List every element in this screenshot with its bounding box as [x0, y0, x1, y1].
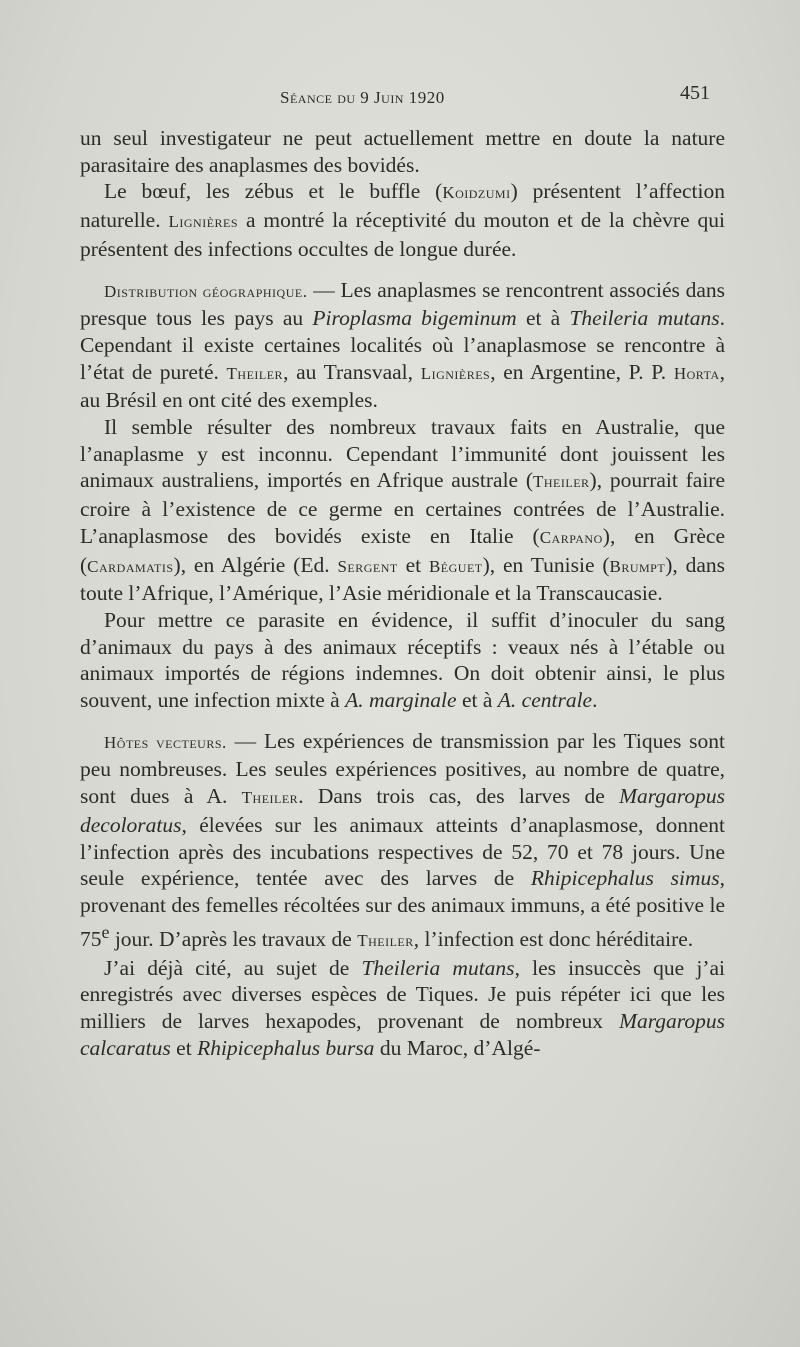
species-name: A. marginale — [345, 688, 457, 713]
text-run: un seul investigateur ne peut actuellement mettre en doute la nature parasitaire des anaplasmes des bovidés. — [80, 126, 725, 177]
species-name: Piroplasma bigeminum — [312, 306, 517, 331]
text-run: , élevées sur les animaux atteints d’anaplasmose, donnent l’infection après des incubations respectives de 52, 70 et 78 jours. Une seule expérience, tentée avec des larves de — [80, 812, 725, 891]
species-name: Rhipicephalus bursa — [197, 1035, 375, 1060]
species-name: Rhipicephalus simus — [530, 866, 720, 891]
section-heading: Distribution géographique. — [104, 281, 308, 301]
text-run: , les insuccès que j’ai enregistrés avec diverses espèces de Tiques. Je puis répéter ici que les milliers de larves hexapodes, provenant de nombreux — [80, 955, 726, 1033]
paragraph-vectors — [80, 728, 725, 955]
author-name: Koidzumi — [442, 183, 511, 203]
species-name: Margaropus decoloratus — [80, 784, 725, 837]
text-run: et — [397, 552, 429, 577]
text-run: . — [592, 688, 598, 713]
author-name: Béguet — [428, 556, 483, 576]
text-run: ), pourrait faire croire à l’existence de ce germe en certaines contrées de l’Australie. L’anaplasmose des bovidés existe en Italie ( — [80, 468, 725, 548]
text-run: Il semble résulter des nombreux travaux faits en Australie, que l’anaplasme y est inconnu. Cependant l’immunité dont jouissent les animaux australiens, importés en Afrique australe ( — [80, 415, 725, 493]
text-run: Le bœuf, les zébus et le buffle ( — [104, 179, 443, 204]
paragraph-australia — [80, 414, 725, 607]
body-text — [80, 125, 725, 1061]
author-name: Lignières — [420, 363, 491, 383]
ordinal-superscript: e — [101, 921, 110, 942]
section-heading: Hôtes vecteurs. — [104, 732, 227, 752]
text-run: ), en Grèce ( — [80, 523, 725, 577]
species-name: Theileria mutans — [361, 955, 515, 980]
species-name: Theileria mutans — [569, 306, 720, 331]
text-run: . Dans trois cas, des larves de — [298, 784, 620, 809]
text-run: ) présentent l’affection naturelle. — [80, 179, 725, 233]
paragraph-failures — [80, 955, 725, 1062]
author-name: Cardamatis — [87, 556, 174, 576]
text-run: ), en Algérie (Ed. — [173, 552, 338, 577]
text-run: — Les anaplasmes se rencontrent associés dans presque tous les pays au — [80, 277, 726, 331]
species-name: A. centrale — [497, 688, 593, 713]
text-run: , en Argentine, P. P. — [490, 359, 674, 384]
author-name: Theiler — [226, 363, 284, 383]
text-run: a montré la réceptivité du mouton et de la chèvre qui présentent des infections occultes de longue durée. — [80, 208, 725, 261]
author-name: Lignières — [168, 212, 239, 232]
paragraph-hosts — [80, 178, 725, 262]
paragraph-distribution — [80, 277, 725, 415]
paragraph-inoculation — [80, 607, 725, 714]
text-run: , l’infection est donc héréditaire. — [413, 926, 694, 951]
author-name: Sergent — [337, 556, 398, 576]
page-header — [80, 82, 710, 118]
text-run: J’ai déjà cité, au sujet de — [104, 955, 362, 980]
text-run: , au Transvaal, — [283, 359, 421, 384]
page-number: 451 — [680, 82, 710, 104]
text-run: . Cependant il existe certaines localités où l’anaplasmose se rencontre à l’état de pureté. — [80, 306, 725, 384]
author-name: Theiler — [533, 472, 590, 492]
author-name: Horta — [673, 363, 720, 383]
species-name: Margaropus calcaratus — [80, 1008, 725, 1060]
text-run: , au Brésil en ont cité des exemples. — [80, 359, 725, 413]
author-name: Brumpt — [609, 556, 666, 576]
text-run: et — [170, 1035, 198, 1060]
text-run: , provenant des femelles récoltées sur des animaux immuns, a été positive le 75 — [80, 866, 725, 951]
text-run: et à — [456, 688, 498, 713]
text-run: du Maroc, d’Algé- — [374, 1035, 541, 1060]
author-name: Theiler — [357, 930, 414, 950]
text-run: — Les expériences de transmission par les Tiques sont peu nombreuses. Les seules expériences positives, au nombre de quatre, sont dues à A. — [80, 728, 726, 809]
author-name: Carpano — [539, 527, 603, 547]
author-name: Theiler — [241, 788, 299, 808]
text-run: ), dans toute l’Afrique, l’Amérique, l’Asie méridionale et la Transcaucasie. — [80, 552, 725, 606]
text-run: jour. D’après les travaux de — [109, 926, 358, 951]
paragraph-continuation — [80, 125, 725, 178]
text-run: Pour mettre ce parasite en évidence, il suffit d’inoculer du sang d’animaux du pays à des animaux réceptifs : veaux nés à l’étable ou animaux importés de régions indemnes. On doit obtenir ainsi, le plus souvent, une infection mixte à — [80, 607, 725, 713]
running-head: Séance du 9 Juin 1920 — [280, 88, 445, 107]
text-run: et à — [516, 306, 570, 331]
text-run: ), en Tunisie ( — [482, 552, 610, 577]
